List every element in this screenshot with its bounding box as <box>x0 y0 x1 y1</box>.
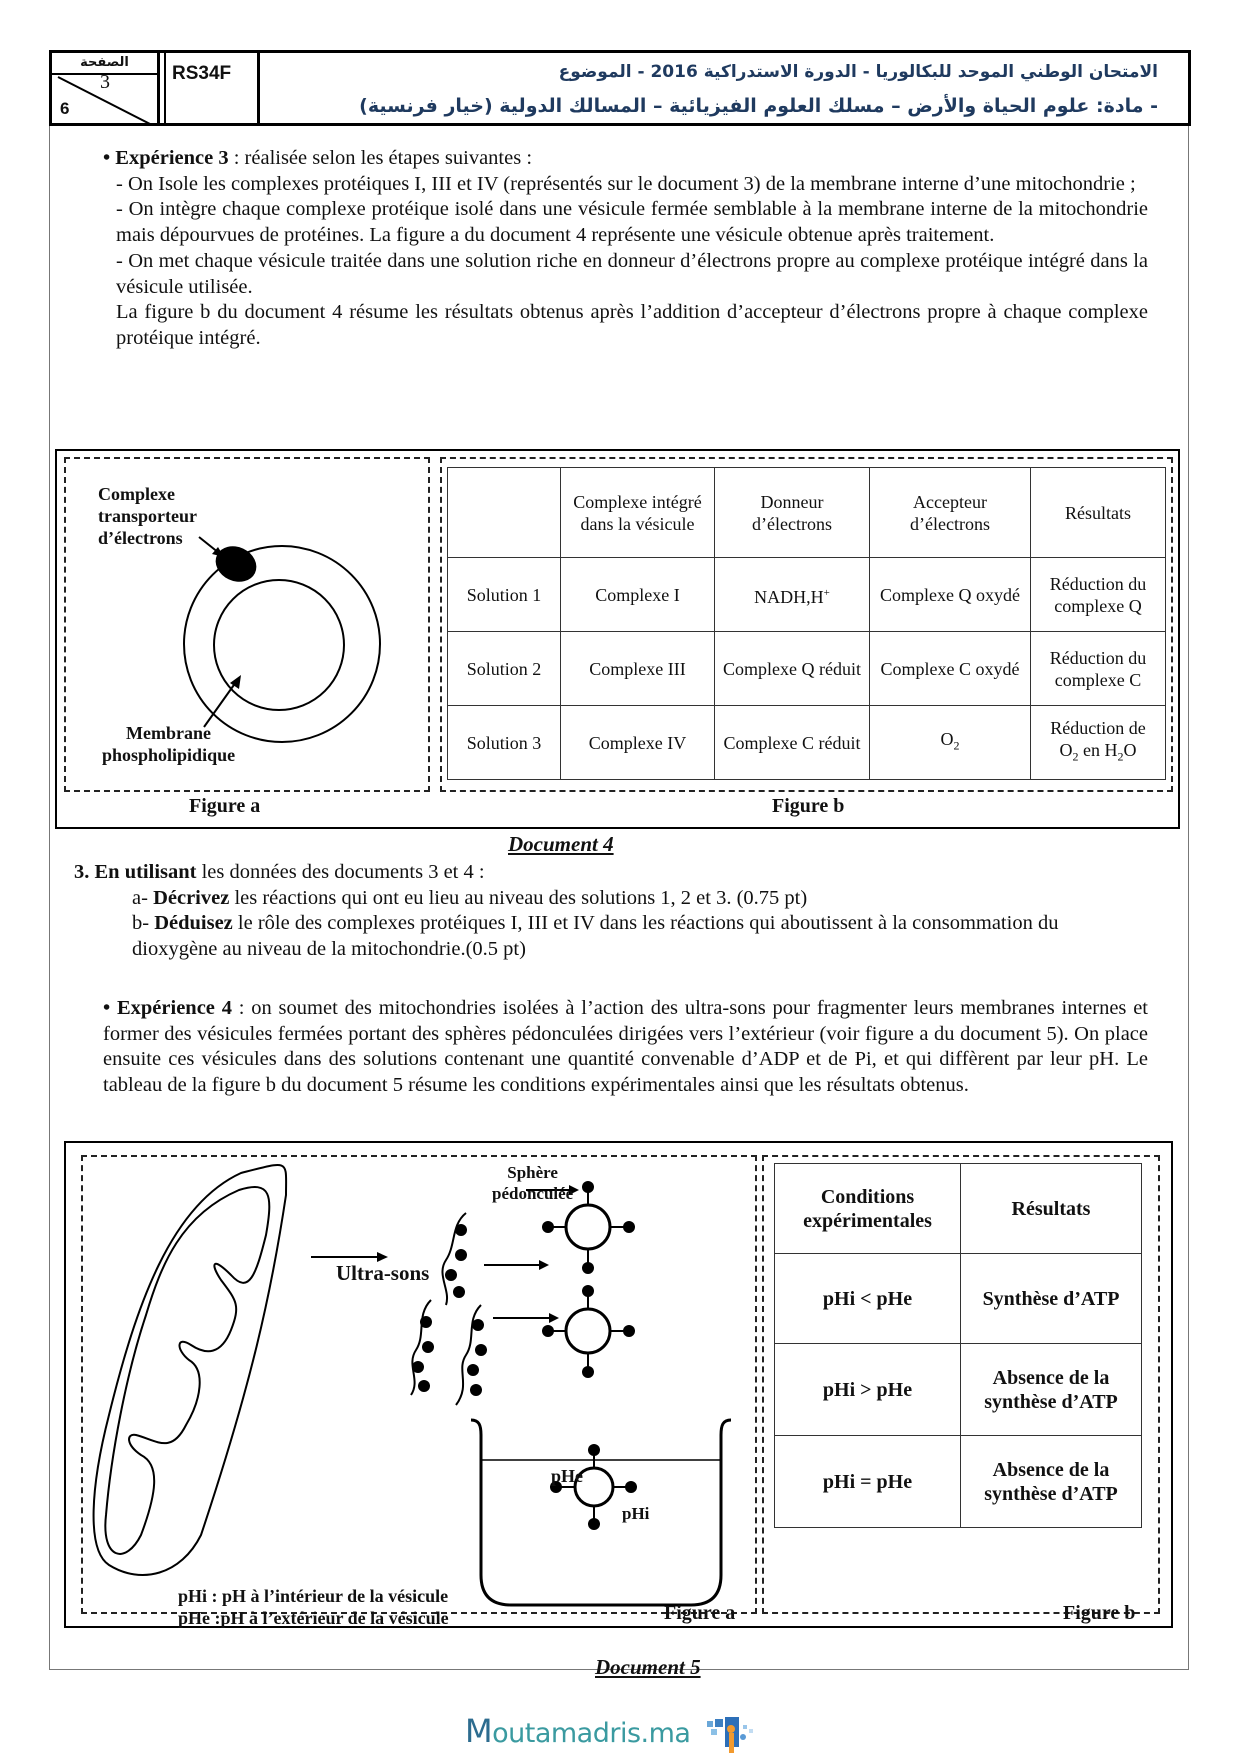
membrane-annotation: Membrane phospholipidique <box>102 723 236 765</box>
legend-phe: pHe :pH à l’extérieur de la vésicule <box>178 1608 449 1628</box>
exam-title-line1: الامتحان الوطني الموحد للبكالوريا - الدورة الاستدراكية 2016 - الموضوع <box>558 62 1158 82</box>
mitochondria-ultrasound-diagram <box>81 1155 757 1614</box>
figure-a-label: Figure a <box>189 795 261 817</box>
doc5-figure-b-label: Figure b <box>1063 1602 1136 1624</box>
document4-title: Document 4 <box>508 832 614 856</box>
document4-table <box>447 467 1166 780</box>
table-row: Solution 3 Complexe IV Complexe C réduit $O_2$ Réduction de $O_2$ en $H_2O$ <box>448 706 1166 780</box>
experience3-section <box>103 146 1148 352</box>
experience3-step: La figure b du document 4 résume les résultats obtenus après l’addition d’accepteur d’électrons propre à chaque complexe protéique intégré. <box>116 301 1148 349</box>
experience4-section: • Expérience 4 : on soumet des mitochondries isolées à l’action des ultra-sons pour fragmenter leurs membranes internes et former des vésicules fermées portant des sphères pédonculées dirigées vers l’extérieur (voir figure a du document 5). On place ensuite ces vésicules dans des solutions contenant une quantité convenable d’ADP et de Pi, et qui diffèrent par leur pH. Le tableau de la figure b du document 5 résume les conditions expérimentales ainsi que les résultats obtenus. <box>103 997 1149 1097</box>
doc5-figure-a-label: Figure a <box>664 1602 736 1624</box>
complex-annotation: Complexe transporteur d’électrons <box>98 484 197 548</box>
ultrasons-label: Ultra-sons <box>336 1261 430 1285</box>
question3-a: a- Décrivez les réactions qui ont eu lieu au niveau des solutions 1, 2 et 3. (0.75 pt) <box>132 886 808 909</box>
sphere-label: Sphère pédonculée <box>492 1163 574 1203</box>
exam-title <box>260 53 1188 123</box>
experience3-intro: : réalisée selon les étapes suivantes : <box>228 147 533 169</box>
legend-phi: pHi : pH à l’intérieur de la vésicule <box>178 1586 449 1606</box>
exam-header <box>49 50 1191 126</box>
table-header-row: Conditions expérimentales Résultats <box>775 1164 1142 1254</box>
table-row: pHi = pHe Absence de la synthèse d’ATP <box>775 1436 1142 1528</box>
nadh-cell: NADH,H+ <box>715 558 870 632</box>
moutamadris-logo[interactable]: Moutamadris.ma <box>465 1712 759 1755</box>
experience3-step: - On met chaque vésicule traitée dans une solution riche en donneur d’électrons propre au complexe protéique intégré dans la vésicule utilisée. <box>116 249 1148 298</box>
figure-b-label: Figure b <box>772 795 845 817</box>
experience3-step: - On Isole les complexes protéiques I, III et IV (représentés sur le document 3) de la membrane interne d’une mitochondrie ; <box>116 172 1136 195</box>
experience3-step: - On intègre chaque complexe protéique isolé dans une vésicule fermée semblable à la membrane interne de la mitochondrie mais dépourvues de protéines. La figure a du document 4 représente une vésicule obtenue après traitement. <box>116 198 1148 247</box>
logo-graphic-icon <box>699 1715 759 1755</box>
document5-title: Document 5 <box>595 1655 701 1679</box>
exam-code: RS34F <box>164 53 260 123</box>
phi-label: pHi <box>622 1504 650 1523</box>
table-row: Solution 1 Complexe I NADH,H+ Complexe Q oxydé Réduction du complexe Q <box>448 558 1166 632</box>
table-row: pHi < pHe Synthèse d’ATP <box>775 1254 1142 1344</box>
question3: 3. En utilisant les données des documents 3 et 4 : a- Décrivez les réactions qui ont eu lieu au niveau des solutions 1, 2 et 3. (0.75 pt) b- Déduisez le rôle des complexes protéiques I, III et IV dans les réactions qui aboutissent à la consommation du dioxygène au niveau de la mitochondrie.(0.5 pt) <box>74 860 1154 963</box>
o2-cell: $O_2$ <box>870 706 1031 780</box>
document5-table <box>774 1163 1142 1528</box>
question3-b: b- Déduisez le rôle des complexes protéiques I, III et IV dans les réactions qui aboutissent à la consommation du dioxygène au niveau de la mitochondrie.(0.5 pt) <box>132 912 1059 961</box>
table-row: pHi > pHe Absence de la synthèse d’ATP <box>775 1344 1142 1436</box>
o2-h2o-cell: Réduction de $O_2$ en $H_2O$ <box>1031 706 1166 780</box>
table-header-row: Complexe intégré dans la vésicule Donneur d’électrons Accepteur d’électrons Résultats <box>448 468 1166 558</box>
page-total: 6 <box>60 99 70 118</box>
experience3-title: • Expérience 3 <box>103 147 229 169</box>
page-label: الصفحة <box>52 53 157 75</box>
exam-title-line2: - مادة: علوم الحياة والأرض – مسلك العلوم الفيزيائية – المسالك الدولية (خيار فرنسية) <box>359 95 1158 117</box>
phe-label: pHe <box>551 1466 584 1486</box>
page-indicator <box>52 53 160 123</box>
table-row: Solution 2 Complexe III Complexe Q réduit Complexe C oxydé Réduction du complexe C <box>448 632 1166 706</box>
page-number: 3 <box>100 71 110 93</box>
